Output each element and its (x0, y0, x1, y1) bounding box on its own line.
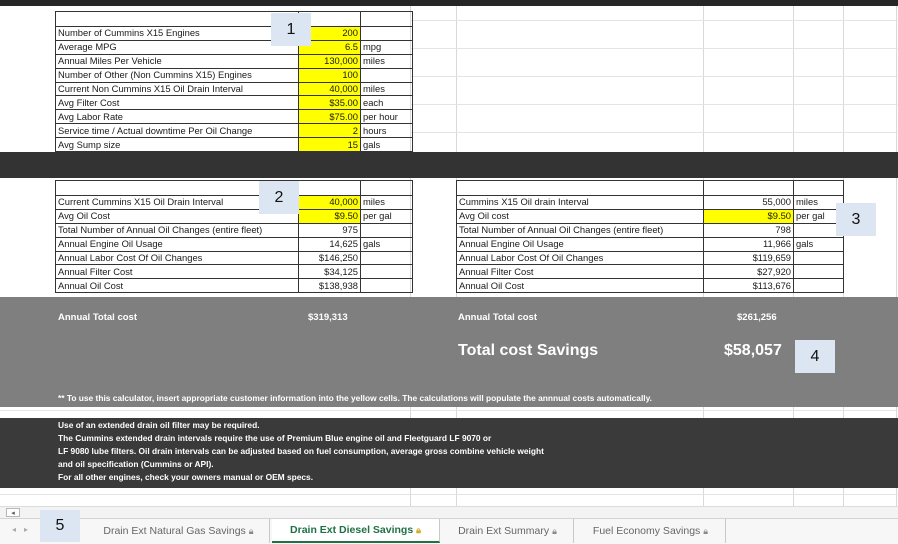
table-row (56, 279, 413, 293)
gridline (410, 48, 898, 49)
table-row (56, 265, 413, 279)
unit-cell (361, 223, 413, 237)
value-cell[interactable]: $138,938 (299, 279, 361, 293)
row-label: Annual Miles Per Vehicle (56, 54, 299, 68)
unit-cell: hours (361, 124, 413, 138)
table-row (457, 251, 844, 265)
tab-label: Drain Ext Diesel Savings (290, 524, 414, 536)
input-cell[interactable]: $9.50 (299, 209, 361, 223)
row-label: Avg Filter Cost (56, 96, 299, 110)
unit-cell: each (361, 96, 413, 110)
lock-icon: 🔒︎ (703, 525, 709, 536)
table-row (56, 68, 413, 82)
value-cell[interactable]: 11,966 (704, 237, 794, 251)
row-label: Avg Oil cost (457, 209, 704, 223)
unit-cell: gals (794, 237, 844, 251)
unit-cell (794, 265, 844, 279)
unit-cell: miles (361, 196, 413, 210)
input-cell[interactable]: 40,000 (299, 196, 361, 210)
tab-label: Drain Ext Summary (458, 525, 550, 537)
input-cell[interactable]: 2 (299, 124, 361, 138)
row-label: Current Cummins X15 Oil Drain Interval (56, 196, 299, 210)
gridline (410, 76, 898, 77)
notes-text (58, 419, 544, 484)
row-label: Average MPG (56, 40, 299, 54)
callout-2: 2 (259, 181, 299, 214)
current-annual-total-label: Annual Total cost (58, 312, 137, 323)
value-cell[interactable]: 55,000 (704, 196, 794, 210)
total-savings-label: Total cost Savings (458, 342, 599, 359)
table-row (457, 279, 844, 293)
gridline (0, 410, 898, 411)
input-cell[interactable]: 100 (299, 68, 361, 82)
lock-icon: 🔒︎ (552, 525, 557, 536)
unit-cell: miles (361, 82, 413, 96)
gridline (410, 132, 898, 133)
row-label: Avg Labor Rate (56, 110, 299, 124)
unit-cell (361, 279, 413, 293)
tab-drain-ext-summary[interactable] (442, 519, 574, 543)
note-line: LF 9080 lube filters. Oil drain intervals can be adjusted based on fuel consumption, average gross combine vehicle weight (58, 446, 544, 456)
row-label: Total Number of Annual Oil Changes (entire fleet) (56, 223, 299, 237)
table-row (56, 27, 413, 41)
scroll-left-arrow-icon[interactable]: ◂ (6, 508, 20, 517)
unit-cell (794, 279, 844, 293)
row-label: Avg Oil Cost (56, 209, 299, 223)
row-label: Total Number of Annual Oil Changes (entire fleet) (457, 223, 704, 237)
tab-drain-ext-natural-gas-savings[interactable] (88, 519, 270, 543)
current-annual-total-value[interactable]: $319,313 (308, 312, 348, 323)
unit-cell: per gal (361, 209, 413, 223)
value-cell[interactable]: 798 (704, 223, 794, 237)
unit-cell: gals (361, 138, 413, 152)
lock-icon: 🔒︎ (416, 524, 421, 535)
table-row (56, 40, 413, 54)
input-cell[interactable]: 6.5 (299, 40, 361, 54)
value-cell[interactable]: $27,920 (704, 265, 794, 279)
gridline (410, 20, 898, 21)
table-row (457, 196, 844, 210)
row-label: Number of Other (Non Cummins X15) Engines (56, 68, 299, 82)
row-label: Service time / Actual downtime Per Oil Change (56, 124, 299, 138)
table-row (457, 223, 844, 237)
table-row (56, 82, 413, 96)
table-row (56, 96, 413, 110)
table-row (457, 265, 844, 279)
unit-cell (794, 251, 844, 265)
top-dark-bar (0, 0, 898, 6)
input-cell[interactable]: $75.00 (299, 110, 361, 124)
extended-annual-total-label: Annual Total cost (458, 312, 537, 323)
table-header-row (56, 181, 413, 196)
note-line: Use of an extended drain oil filter may be required. (58, 420, 260, 430)
table-row (56, 196, 413, 210)
tab-label: Fuel Economy Savings (592, 525, 701, 537)
input-cell[interactable]: 130,000 (299, 54, 361, 68)
row-label: Annual Engine Oil Usage (56, 237, 299, 251)
unit-cell (361, 251, 413, 265)
callout-5: 5 (40, 510, 80, 542)
fleet-inputs-table (55, 11, 413, 152)
row-label: Current Non Cummins X15 Oil Drain Interval (56, 82, 299, 96)
unit-cell: miles (361, 54, 413, 68)
gridline (0, 494, 898, 495)
row-label: Annual Oil Cost (457, 279, 704, 293)
value-cell[interactable]: $119,659 (704, 251, 794, 265)
row-label: Annual Oil Cost (56, 279, 299, 293)
note-line: The Cummins extended drain intervals require the use of Premium Blue engine oil and Fleetguard LF 9070 or (58, 433, 492, 443)
table-row (56, 124, 413, 138)
value-cell[interactable]: $146,250 (299, 251, 361, 265)
gridline (410, 104, 898, 105)
lock-icon: 🔒︎ (248, 525, 254, 536)
table-header-row (457, 181, 844, 196)
input-cell[interactable]: $35.00 (299, 96, 361, 110)
table-row (56, 110, 413, 124)
value-cell[interactable]: $113,676 (704, 279, 794, 293)
table-row (56, 251, 413, 265)
tab-label: Drain Ext Natural Gas Savings (103, 525, 246, 537)
row-label: Annual Labor Cost Of Oil Changes (457, 251, 704, 265)
callout-3: 3 (836, 203, 876, 236)
callout-4: 4 (795, 340, 835, 373)
next-sheet-icon[interactable]: ▸ (24, 525, 29, 534)
table-header-row (56, 12, 413, 27)
table-row (457, 209, 844, 223)
table-row (56, 54, 413, 68)
input-cell[interactable]: 15 (299, 138, 361, 152)
table-row (56, 237, 413, 251)
input-cell[interactable]: 200 (299, 27, 361, 41)
total-savings-value[interactable]: $58,057 (724, 342, 782, 359)
unit-cell (361, 265, 413, 279)
tab-fuel-economy-savings[interactable] (576, 519, 726, 543)
value-cell[interactable]: 975 (299, 223, 361, 237)
row-label: Number of Cummins X15 Engines (56, 27, 299, 41)
table-row (457, 237, 844, 251)
table-row (56, 209, 413, 223)
row-label: Annual Filter Cost (56, 265, 299, 279)
input-cell[interactable]: $9.50 (704, 209, 794, 223)
prev-sheet-icon[interactable]: ◂ (12, 525, 17, 534)
row-label: Avg Sump size (56, 138, 299, 152)
note-line: and oil specification (Cummins or API). (58, 459, 214, 469)
unit-cell (361, 68, 413, 82)
unit-cell: mpg (361, 40, 413, 54)
calculator-instruction: ** To use this calculator, insert appropriate customer information into the yellow cells. The calculations will populate the annnual costs automatically. (58, 393, 652, 403)
value-cell[interactable]: $34,125 (299, 265, 361, 279)
horizontal-scrollbar[interactable] (0, 506, 898, 518)
table-row (56, 138, 413, 152)
value-cell[interactable]: 14,625 (299, 237, 361, 251)
section-divider (0, 152, 898, 178)
table-row (56, 223, 413, 237)
tab-drain-ext-diesel-savings[interactable] (272, 519, 440, 543)
row-label: Annual Filter Cost (457, 265, 704, 279)
row-label: Annual Engine Oil Usage (457, 237, 704, 251)
unit-cell: per hour (361, 110, 413, 124)
unit-cell (361, 27, 413, 41)
note-line: For all other engines, check your owners manual or OEM specs. (58, 472, 314, 482)
extended-interval-table (456, 180, 844, 293)
input-cell[interactable]: 40,000 (299, 82, 361, 96)
row-label: Cummins X15 Oil drain Interval (457, 196, 704, 210)
callout-1: 1 (271, 13, 311, 46)
unit-cell: miles (794, 196, 844, 210)
extended-annual-total-value[interactable]: $261,256 (737, 312, 777, 323)
unit-cell: per gal (794, 209, 844, 223)
current-interval-table (55, 180, 413, 293)
unit-cell: gals (361, 237, 413, 251)
row-label: Annual Labor Cost Of Oil Changes (56, 251, 299, 265)
